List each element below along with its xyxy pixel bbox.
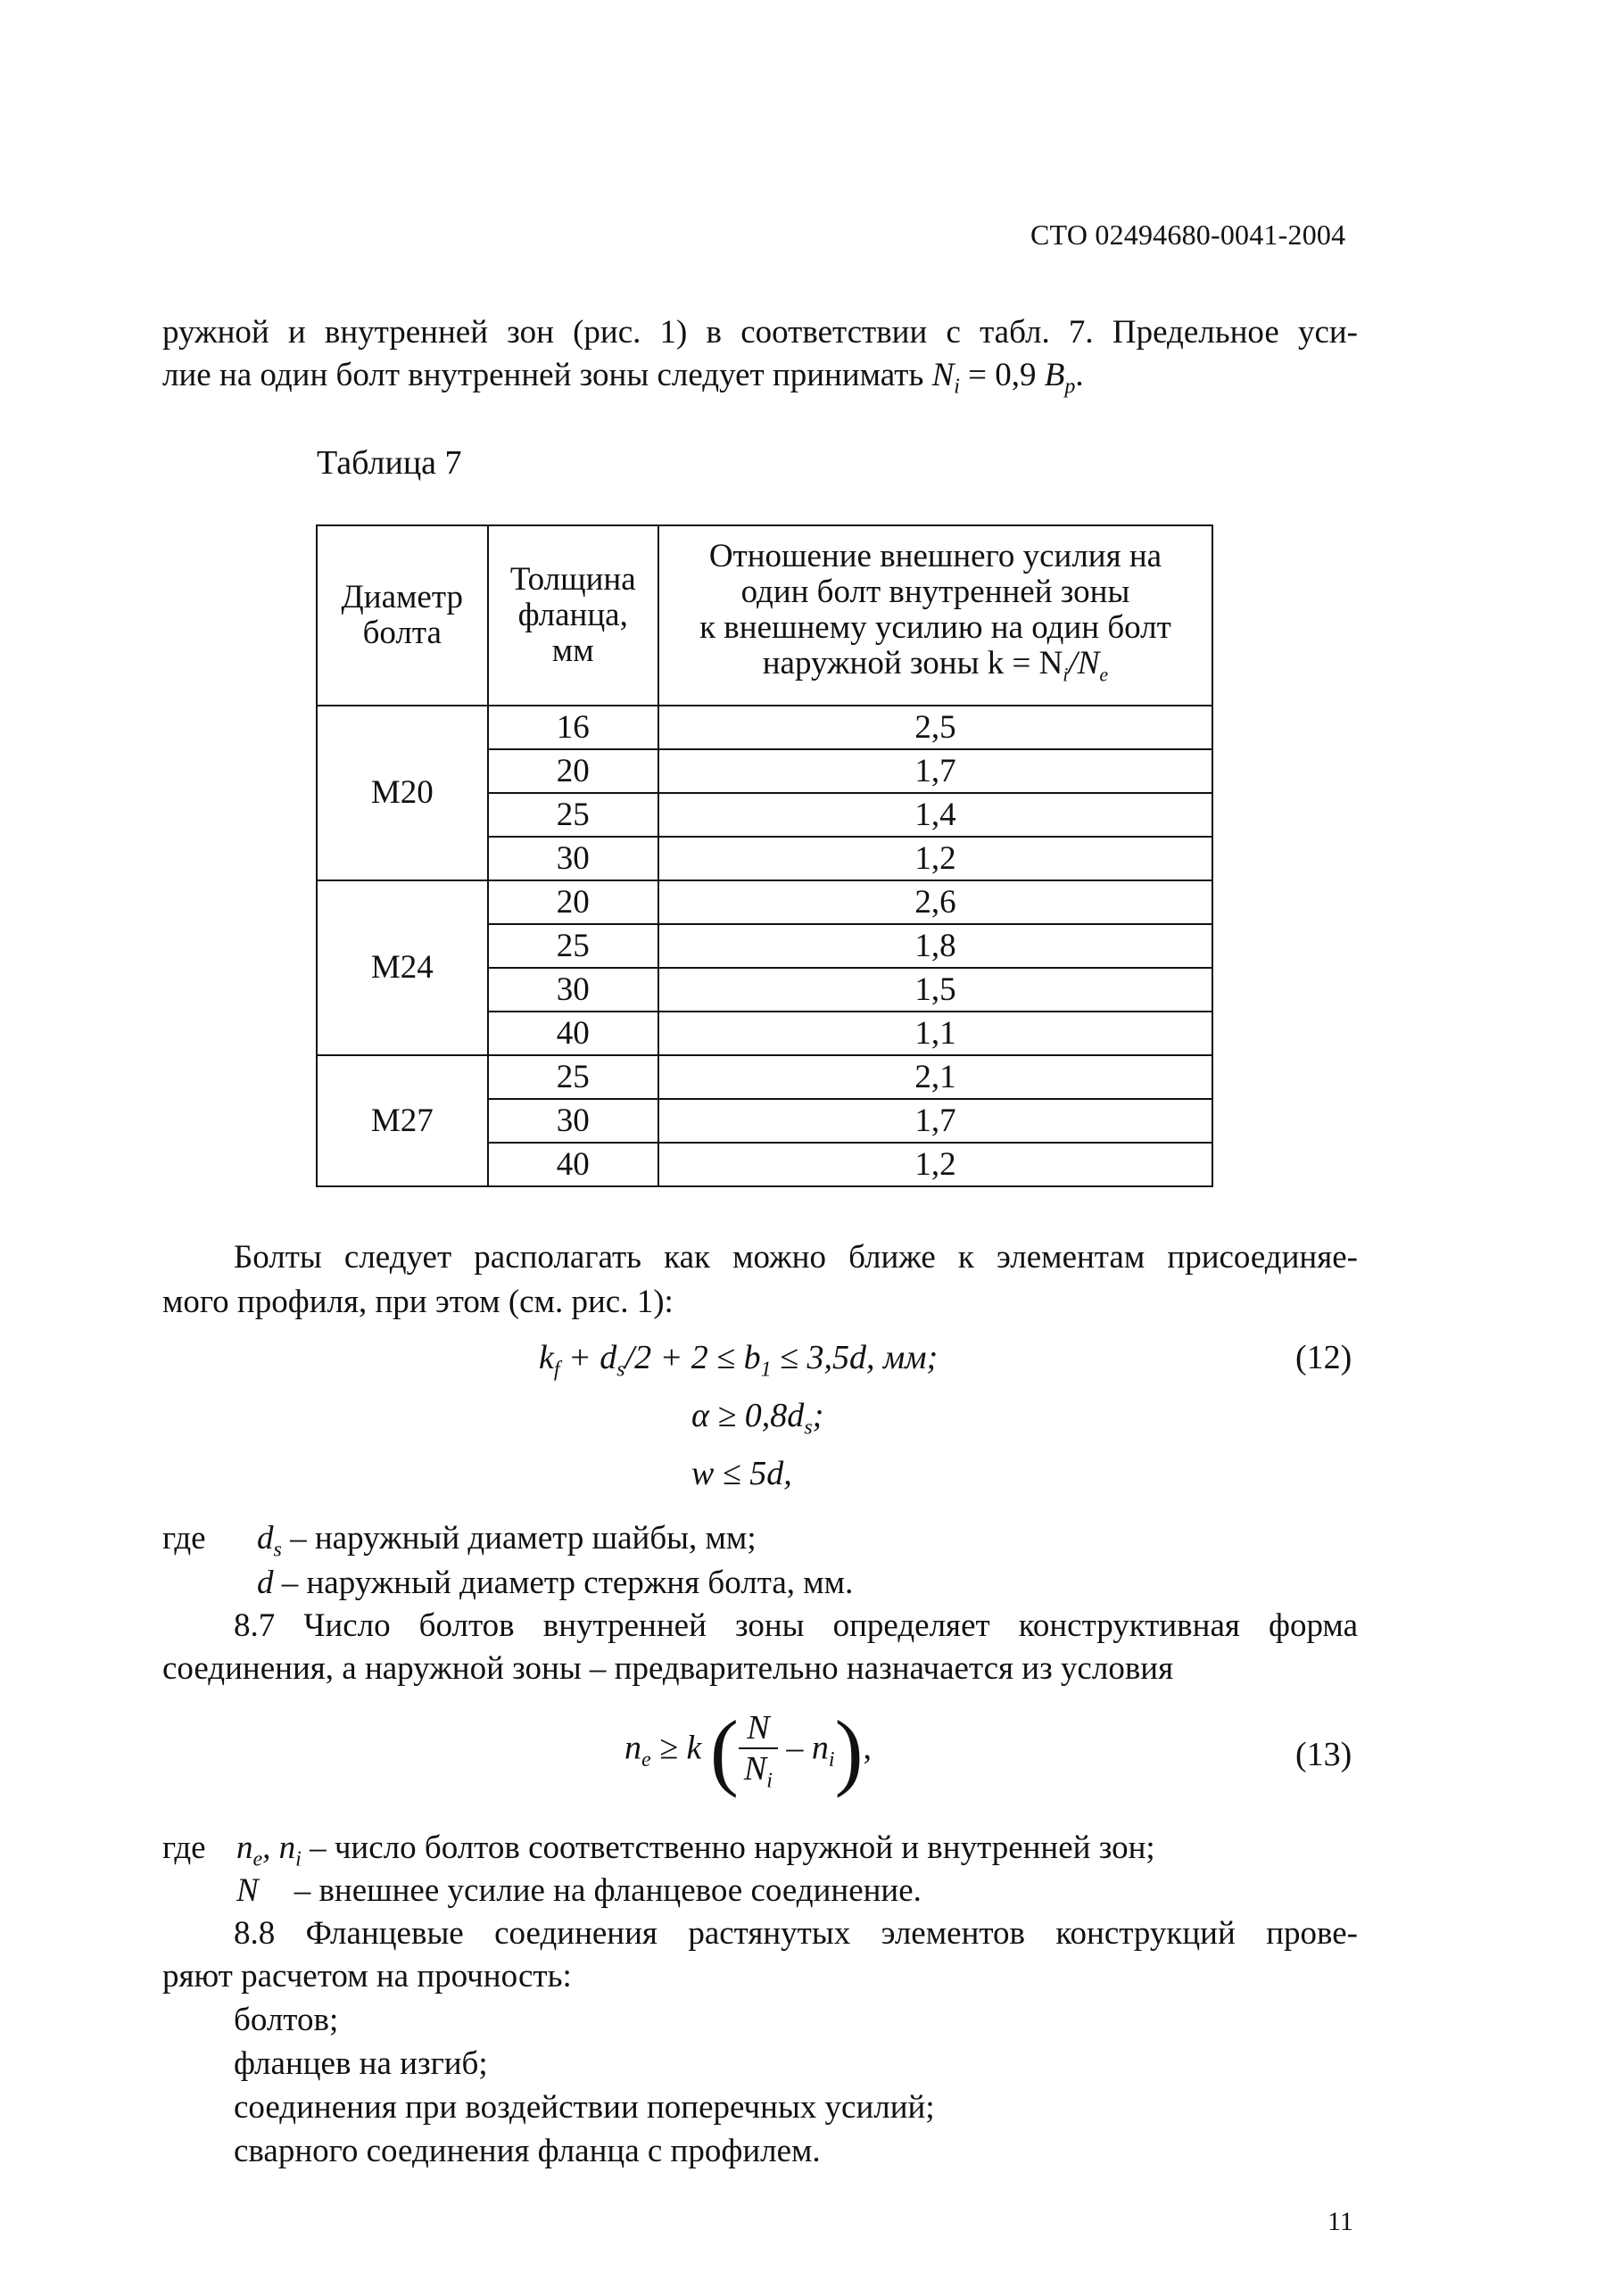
- ratio-cell: 2,6: [658, 880, 1212, 924]
- para-8-7-line-2: соединения, а наружной зоны – предварительно назначается из условия: [162, 1650, 1174, 1687]
- thickness-cell: 30: [488, 1099, 658, 1143]
- ratio-cell: 1,5: [658, 968, 1212, 1012]
- table-header-row: [317, 525, 1212, 706]
- bolts-paragraph-line-1: Болты следует располагать как можно ближе к элементам присоединяе-: [234, 1239, 1358, 1276]
- equation-12-line-1: $k_f + d_s/2 + 2 \le b_1 \le 3,5d$, мм;: [539, 1339, 939, 1382]
- header-bolt-diameter: Диаметр болта: [317, 525, 488, 706]
- thickness-cell: 25: [488, 793, 658, 837]
- ratio-cell: 1,4: [658, 793, 1212, 837]
- header-force-ratio: Отношение внешнего усилия на один болт внутренней зоны к внешнему усилию на один болт наружной зоны $k = N_i/N_e$: [658, 525, 1212, 706]
- ratio-cell: 1,2: [658, 1143, 1212, 1186]
- table-row: [317, 880, 1212, 924]
- thickness-cell: 20: [488, 880, 658, 924]
- para-8-8-line-2: ряют расчетом на прочность:: [162, 1958, 572, 1995]
- where-12-word: где: [162, 1520, 206, 1557]
- ratio-cell: 2,5: [658, 706, 1212, 749]
- intro-line-2: лие на один болт внутренней зоны следует принимать $N_i = 0,9$ $B_p$.: [162, 357, 1084, 399]
- ratio-cell: 1,8: [658, 924, 1212, 968]
- intro-line-1: ружной и внутренней зон (рис. 1) в соответствии с табл. 7. Предельное уси-: [162, 314, 1358, 351]
- page-number: 11: [1327, 2207, 1353, 2236]
- thickness-cell: 25: [488, 924, 658, 968]
- para-8-7-line-1: 8.7 Число болтов внутренней зоны определяет конструктивная форма: [234, 1607, 1358, 1644]
- list-item: болтов;: [234, 2002, 339, 2038]
- document-code: СТО 02494680-0041-2004: [1030, 219, 1346, 251]
- equation-12-number: (12): [1295, 1339, 1352, 1376]
- bolt-cell: М27: [317, 1055, 488, 1186]
- where-13-word: где: [162, 1829, 206, 1866]
- equation-12-line-3: w ≤ 5d,: [691, 1455, 792, 1492]
- ratio-cell: 1,1: [658, 1012, 1212, 1055]
- table-caption: Таблица 7: [317, 444, 462, 482]
- equation-13-number: (13): [1295, 1736, 1352, 1773]
- table-row: [317, 706, 1212, 749]
- list-item: фланцев на изгиб;: [234, 2045, 488, 2082]
- thickness-cell: 30: [488, 837, 658, 880]
- equation-13: $n_e \ge k$ ( $\frac{N}{N_i}$ – $n_i$),: [624, 1702, 873, 1798]
- para-8-8-line-1: 8.8 Фланцевые соединения растянутых элементов конструкций прове-: [234, 1915, 1358, 1952]
- equation-12-line-2: $\alpha \ge 0,8d_s$;: [691, 1397, 824, 1440]
- where-12-item-2: d – наружный диаметр стержня болта, мм.: [257, 1565, 854, 1601]
- bolt-cell: М24: [317, 880, 488, 1055]
- thickness-cell: 25: [488, 1055, 658, 1099]
- list-item: соединения при воздействии поперечных усилий;: [234, 2089, 935, 2126]
- thickness-cell: 16: [488, 706, 658, 749]
- thickness-cell: 40: [488, 1143, 658, 1186]
- bolt-cell: М20: [317, 706, 488, 880]
- header-flange-thickness: Толщина фланца, мм: [488, 525, 658, 706]
- ratio-cell: 1,7: [658, 1099, 1212, 1143]
- where-12-item-1: $d_s$ – наружный диаметр шайбы, мм;: [257, 1520, 757, 1562]
- list-item: сварного соединения фланца с профилем.: [234, 2133, 821, 2169]
- ratio-cell: 1,7: [658, 749, 1212, 793]
- thickness-cell: 30: [488, 968, 658, 1012]
- thickness-cell: 40: [488, 1012, 658, 1055]
- where-13-item-2: N – внешнее усилие на фланцевое соединение.: [236, 1872, 922, 1909]
- ratio-cell: 1,2: [658, 837, 1212, 880]
- ratio-cell: 2,1: [658, 1055, 1212, 1099]
- fraction: $\frac{N}{N_i}$: [739, 1708, 778, 1794]
- table-7: [316, 524, 1213, 1187]
- thickness-cell: 20: [488, 749, 658, 793]
- where-13-item-1: $n_e$, $n_i$ – число болтов соответственно наружной и внутренней зон;: [236, 1829, 1155, 1871]
- bolts-paragraph-line-2: мого профиля, при этом (см. рис. 1):: [162, 1284, 674, 1320]
- table-row: [317, 1055, 1212, 1099]
